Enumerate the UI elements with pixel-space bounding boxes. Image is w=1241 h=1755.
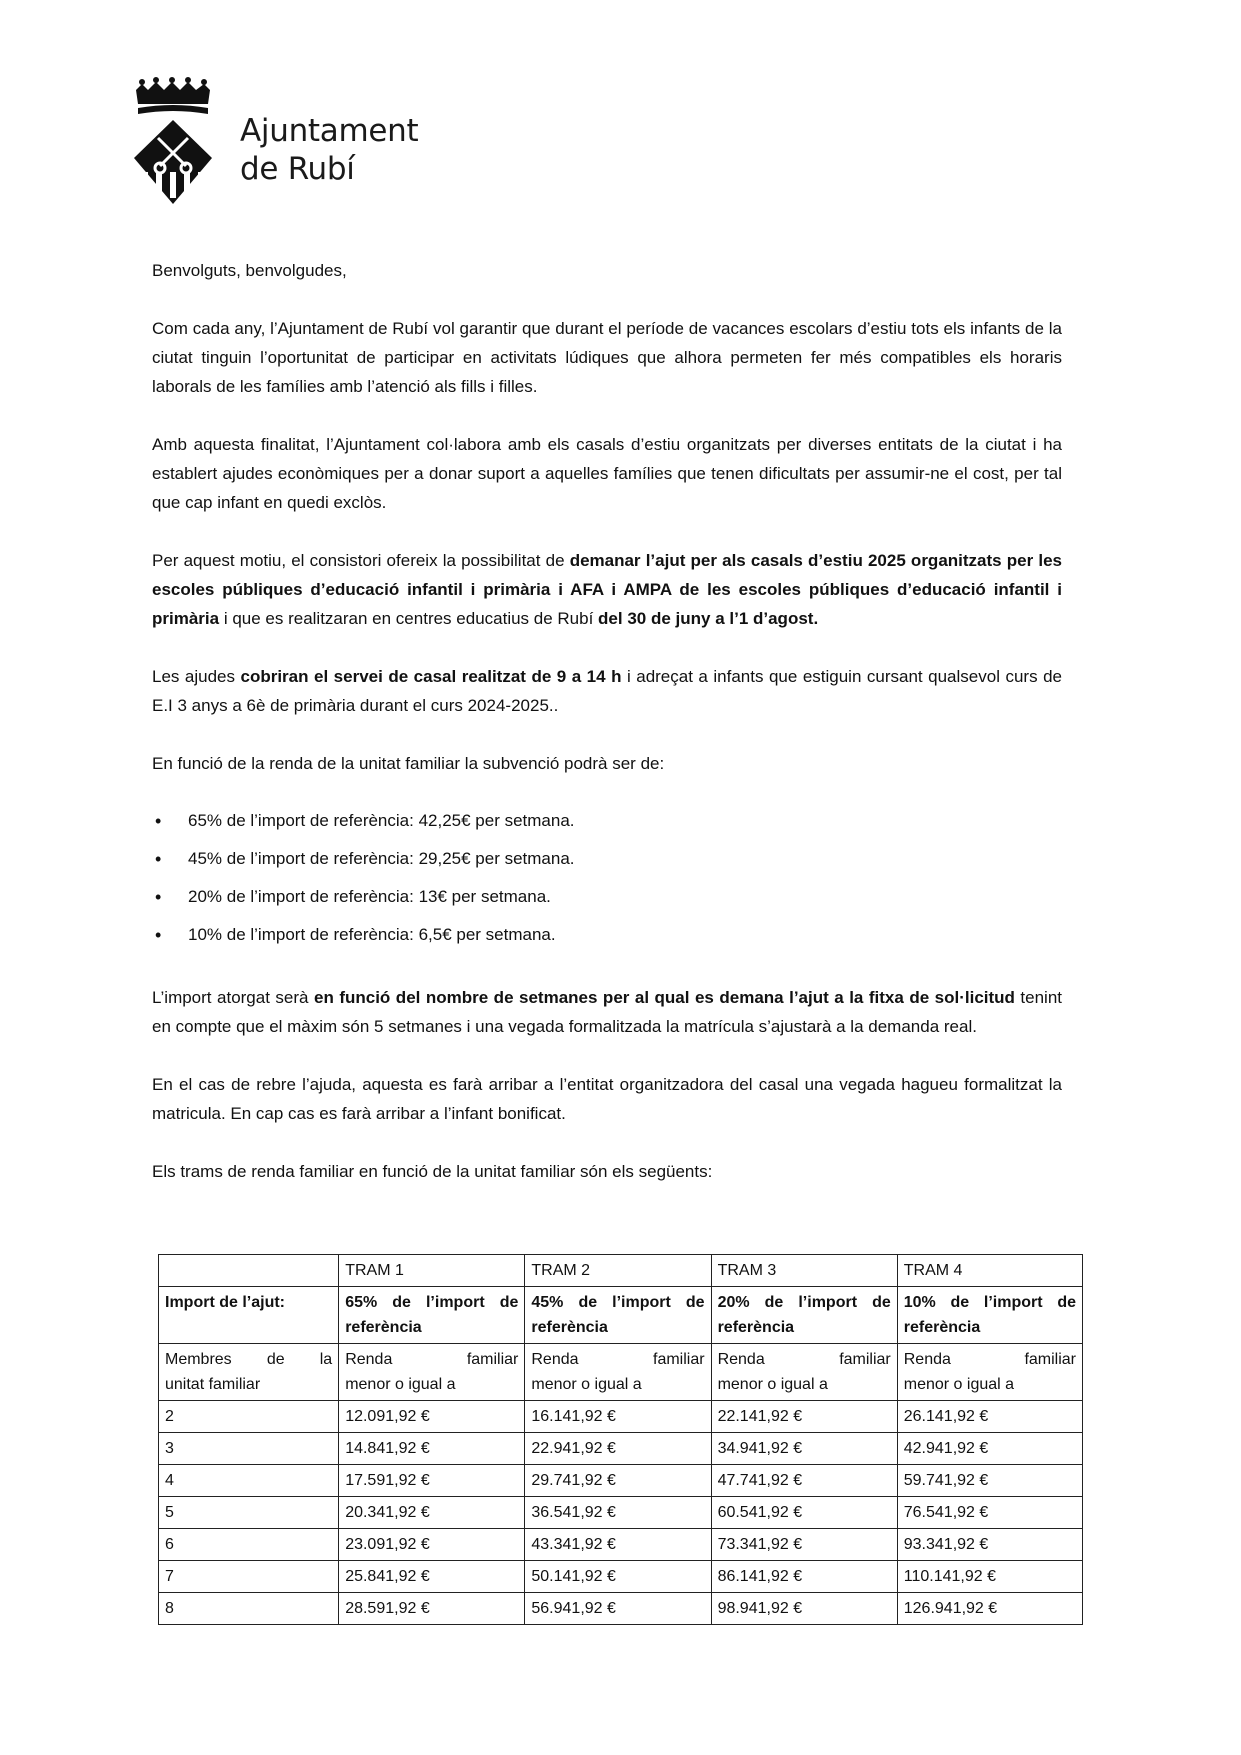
income-threshold-tram-1: 12.091,92 € (339, 1401, 525, 1433)
income-threshold-tram-1: 17.591,92 € (339, 1465, 525, 1497)
paragraph-4-text-2: i adreçat a infants que estiguin cursant qualsevol curs de E.I 3 anys a 6è de primària durant el curs 2024-2025.. (152, 667, 1062, 715)
subsidy-list (152, 802, 1062, 954)
income-label-line2: menor o igual a (345, 1376, 456, 1393)
income-threshold-tram-2: 36.541,92 € (525, 1497, 711, 1529)
income-threshold-tram-2: 56.941,92 € (525, 1593, 711, 1625)
income-label (711, 1344, 897, 1401)
income-threshold-tram-3: 86.141,92 € (711, 1561, 897, 1593)
income-threshold-tram-3: 22.141,92 € (711, 1401, 897, 1433)
income-threshold-tram-3: 98.941,92 € (711, 1593, 897, 1625)
paragraph-2: Amb aquesta finalitat, l’Ajuntament col·labora amb els casals d’estiu organitzats per diverses entitats de la ciutat i ha establert ajudes econòmiques per a donar suport a aquelles famílies que tenen dificultats per assumir-ne el cost, per tal que cap infant en quedi exclòs. (152, 435, 1062, 512)
members-label (159, 1344, 339, 1401)
paragraph-4 (152, 662, 1062, 720)
income-label-word: Renda (531, 1351, 579, 1368)
income-threshold-tram-4: 126.941,92 € (897, 1593, 1082, 1625)
income-threshold-tram-2: 16.141,92 € (525, 1401, 711, 1433)
income-threshold-tram-3: 60.541,92 € (711, 1497, 897, 1529)
table-header-cell (159, 1255, 339, 1287)
income-threshold-tram-4: 42.941,92 € (897, 1433, 1082, 1465)
paragraph-3 (152, 546, 1062, 633)
income-label-word: Renda (345, 1351, 393, 1368)
members-count: 2 (159, 1401, 339, 1433)
income-threshold-tram-1: 14.841,92 € (339, 1433, 525, 1465)
paragraph-5: En funció de la renda de la unitat familiar la subvenció podrà ser de: (152, 754, 665, 773)
organization-name-line1: Ajuntament (240, 113, 419, 149)
subsidy-item: • 65% de l’import de referència: 42,25€ per setmana. (152, 802, 1062, 840)
income-threshold-tram-4: 59.741,92 € (897, 1465, 1082, 1497)
income-threshold-tram-2: 22.941,92 € (525, 1433, 711, 1465)
income-label-word: familiar (466, 1351, 519, 1368)
income-label-word: familiar (1024, 1351, 1076, 1368)
import-value: 10% de l’import de referència (897, 1287, 1082, 1344)
income-threshold-tram-1: 28.591,92 € (339, 1593, 525, 1625)
income-threshold-tram-1: 25.841,92 € (339, 1561, 525, 1593)
paragraph-7: En el cas de rebre l’ajuda, aquesta es farà arribar a l’entitat organitzadora del casal una vegada hagueu formalitzat la matricula. En cap cas es farà arribar a l’infant bonificat. (152, 1075, 1062, 1123)
paragraph-3-text: Per aquest motiu, el consistori ofereix la possibilitat de (152, 551, 570, 570)
paragraph-1: Com cada any, l’Ajuntament de Rubí vol garantir que durant el període de vacances escolars d’estiu tots els infants de la ciutat tinguin l’oportunitat de participar en activitats lúdiques que alhora permeten fer més compatibles els horaris laborals de les famílies amb l’atenció als fills i filles. (152, 319, 1062, 396)
income-threshold-tram-2: 43.341,92 € (525, 1529, 711, 1561)
income-label-line2: menor o igual a (717, 1376, 828, 1393)
table-row (159, 1497, 1083, 1529)
greeting: Benvolguts, benvolgudes, (152, 261, 347, 280)
paragraph-6-text-2: tenint en compte que el màxim són 5 setmanes i una vegada formalitzada la matrícula s’ajustarà a la demanda real. (152, 988, 1062, 1036)
table-header-cell: TRAM 1 (339, 1255, 525, 1287)
table-header-row (159, 1255, 1083, 1287)
income-threshold-tram-4: 93.341,92 € (897, 1529, 1082, 1561)
income-threshold-tram-4: 26.141,92 € (897, 1401, 1082, 1433)
table-row (159, 1561, 1083, 1593)
members-count: 8 (159, 1593, 339, 1625)
table-row (159, 1433, 1083, 1465)
income-brackets-table (158, 1254, 1083, 1625)
subsidy-item: • 45% de l’import de referència: 29,25€ per setmana. (152, 840, 1062, 878)
paragraph-4-text: Les ajudes (152, 667, 241, 686)
members-label-word: la (319, 1351, 333, 1368)
paragraph-6-text: L’import atorgat serà (152, 988, 314, 1007)
paragraph-4-bold: cobriran el servei de casal realitzat de 9 a 14 h (240, 667, 622, 686)
income-label-line2: menor o igual a (531, 1376, 642, 1393)
paragraph-3-bold: demanar l’ajut per als casals d’estiu 2025 organitzats per les escoles públiques d’educació infantil i primària i AFA i AMPA de les escoles públiques d’educació infantil i primària (152, 551, 1062, 628)
table-import-row (159, 1287, 1083, 1344)
income-label-word: Renda (717, 1351, 765, 1368)
members-count: 6 (159, 1529, 339, 1561)
import-value: 20% de l’import de referència (711, 1287, 897, 1344)
income-label-line2: menor o igual a (903, 1376, 1015, 1393)
import-value: 45% de l’import de referència (525, 1287, 711, 1344)
income-label-word: familiar (653, 1351, 705, 1368)
income-threshold-tram-4: 76.541,92 € (897, 1497, 1082, 1529)
subsidy-item: • 20% de l’import de referència: 13€ per setmana. (152, 878, 1062, 916)
import-value: 65% de l’import de referència (339, 1287, 525, 1344)
import-label: Import de l’ajut: (159, 1287, 339, 1344)
income-label (339, 1344, 525, 1401)
paragraph-3-text-2: i que es realitzaran en centres educatius de Rubí (219, 609, 599, 628)
paragraph-6 (152, 983, 1062, 1041)
organization-name (240, 112, 418, 188)
paragraph-8: Els trams de renda familiar en funció de la unitat familiar són els següents: (152, 1162, 713, 1181)
income-threshold-tram-1: 23.091,92 € (339, 1529, 525, 1561)
coat-of-arms-crown-keys-icon (128, 76, 228, 206)
income-threshold-tram-3: 34.941,92 € (711, 1433, 897, 1465)
subsidy-item: • 10% de l’import de referència: 6,5€ per setmana. (152, 916, 1062, 954)
income-label-word: Renda (903, 1351, 951, 1368)
income-threshold-tram-4: 110.141,92 € (897, 1561, 1082, 1593)
members-count: 5 (159, 1497, 339, 1529)
income-threshold-tram-1: 20.341,92 € (339, 1497, 525, 1529)
table-members-row (159, 1344, 1083, 1401)
table-row (159, 1593, 1083, 1625)
members-label-word: de (266, 1351, 285, 1368)
header-logo (128, 76, 428, 206)
members-label-line2: unitat familiar (165, 1376, 261, 1393)
income-threshold-tram-2: 29.741,92 € (525, 1465, 711, 1497)
letter-body (152, 256, 1062, 1186)
members-count: 4 (159, 1465, 339, 1497)
table-body (159, 1401, 1083, 1625)
income-label-word: familiar (839, 1351, 891, 1368)
income-threshold-tram-3: 47.741,92 € (711, 1465, 897, 1497)
table-header-cell: TRAM 3 (711, 1255, 897, 1287)
income-label (897, 1344, 1082, 1401)
members-count: 7 (159, 1561, 339, 1593)
income-label (525, 1344, 711, 1401)
paragraph-6-bold: en funció del nombre de setmanes per al qual es demana l’ajut a la fitxa de sol·licitud (314, 988, 1015, 1007)
income-threshold-tram-2: 50.141,92 € (525, 1561, 711, 1593)
income-threshold-tram-3: 73.341,92 € (711, 1529, 897, 1561)
organization-name-line2: de Rubí (240, 151, 355, 187)
table-row (159, 1401, 1083, 1433)
table-header-cell: TRAM 2 (525, 1255, 711, 1287)
paragraph-3-dates: del 30 de juny a l’1 d’agost. (598, 609, 819, 628)
table-row (159, 1465, 1083, 1497)
members-count: 3 (159, 1433, 339, 1465)
table-row (159, 1529, 1083, 1561)
members-label-word: Membres (165, 1351, 232, 1368)
table-header-cell: TRAM 4 (897, 1255, 1082, 1287)
